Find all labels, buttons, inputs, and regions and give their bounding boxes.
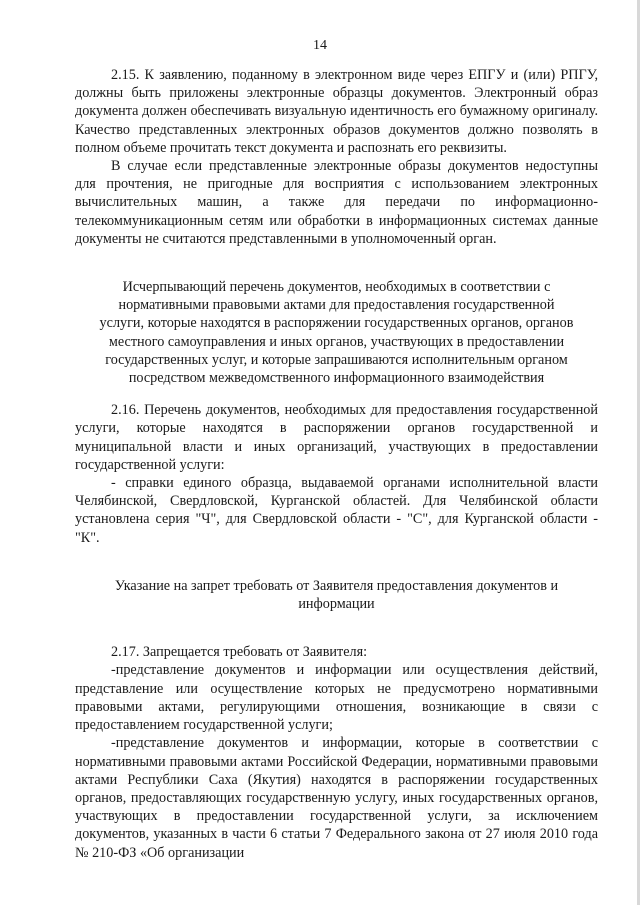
paragraph-2-16-list-item: - справки единого образца, выдаваемой органами исполнительной власти Челябинской, Свердловской, Курганской областей. Для Челябинской области установлена серия "Ч", для Свердловской области - "С", для Курганской области - "К". <box>75 475 598 546</box>
spacer <box>75 547 598 577</box>
paragraph-2-15: 2.15. К заявлению, поданному в электронном виде через ЕПГУ и (или) РПГУ, должны быть приложены электронные образцы документов. Электронный образ документа должен обеспечивать визуальную идентичность его бумажному оригиналу. Качество представленных электронных образов документов должно позволять в полном объеме прочитать текст документа и распознать его реквизиты. <box>75 67 598 156</box>
spacer <box>75 387 598 401</box>
paragraph-2-16: 2.16. Перечень документов, необходимых для предоставления государственной услуги, которые находятся в распоряжении органов государственной и муниципальной власти и иных организаций, участвующих в предоставлении государственной услуги: <box>75 402 598 473</box>
document-body <box>75 66 598 862</box>
page-number: 14 <box>313 38 327 53</box>
spacer <box>75 613 598 643</box>
section-heading-prohibition: Указание на запрет требовать от Заявителя предоставления документов и информации <box>114 577 559 613</box>
paragraph-2-17: 2.17. Запрещается требовать от Заявителя: <box>111 644 368 661</box>
paragraph-2-17-item-1: -представление документов и информации или осуществления действий, представление или осуществление которых не предусмотрено нормативными правовыми актами, регулирующими отношения, возникающие в связи с предоставлением государственной услуги; <box>75 662 598 734</box>
spacer <box>75 248 598 278</box>
paragraph-2-17-item-2: -представление документов и информации, которые в соответствии с нормативными правовыми актами Российской Федерации, нормативными правовыми актами Республики Саха (Якутия) находятся в распоряжении государственных органов, предоставляющих государственную услугу, иных государственных органов, участвующих в предоставлении государственной услуги, за исключением документов, указанных в части 6 статьи 7 Федерального закона от 27 июля 2010 года № 210-ФЗ «Об организации <box>75 735 598 861</box>
paragraph-2-15-continued: В случае если представленные электронные образы документов недоступны для прочтения, не пригодные для восприятия с использованием электронных вычислительных машин, а также для передачи по информационно-телекоммуникационным сетям или обработки в информационных системах данные документы не считаются представленными в уполномоченный орган. <box>75 158 598 247</box>
section-heading-documents-list: Исчерпывающий перечень документов, необходимых в соответствии с нормативными правовыми актами для предоставления государственной услуги, которые находятся в распоряжении государственных органов, органов местного самоуправления и иных органов, участвующих в предоставлении государственных услуг, и которые запрашиваются исполнительным органом посредством межведомственного информационного взаимодействия <box>99 279 574 387</box>
